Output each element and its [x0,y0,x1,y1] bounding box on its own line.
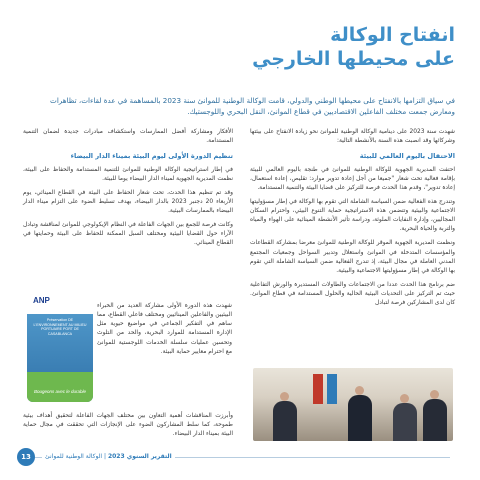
person-figure [393,403,417,441]
paragraph: وتندرج هذه الفعالية ضمن السياسة الشاملة التي تقوم بها الوكالة في إطار مسؤوليتها الاجتماعية والبيئية وتتضمن هذه الاستراتيجية حماية التنوع البيئي، واحترام السكان المجاليين، وإدارة النفايات الملوثة، ودراسة تأثير الأنشطة المينائية على الهواء والمياه والتربة والحياة البحرية. [250,198,455,233]
paragraph: الأفكار ومشاركة أفضل الممارسات واستكشاف مبادرات جديدة لضمان التنمية المستدامة. [23,129,233,145]
page-title [252,24,455,72]
event-photo [253,368,453,441]
footer-report: التقرير السنوي 2023 [107,453,172,460]
title-line-1: انفتاح الوكالة [330,24,455,46]
paragraph: وقد تم تنظيم هذا الحدث، تحت شعار الحفاظ على البيئة في القطاع المينائي، يوم الأربعاء 20 دجنبر 2023 بالدار البيضاء، بهدف تسليط الضوء على التزام ميناء الدار البيضاء بالممارسات البيئية. [23,189,233,215]
poster-tagline: Bougeons avec le durable [33,389,87,394]
section-heading: الاحتفال باليوم العالمي للبيئة [359,152,455,161]
poster-green-band [27,372,93,402]
person-head [430,390,439,399]
person-figure [273,401,297,441]
closing-paragraph [23,412,233,444]
flag-shape [313,374,323,404]
person-head [400,394,409,403]
intro-paragraph: في سياق التزامها بالانفتاح على محيطها الوطني والدولي، قامت الوكالة الوطنية للموانئ سنة 2023 بالمساهمة في عدة لقاءات، تظاهرات ومعارض جمعت مختلف الفاعلين الاقتصاديين في قطاع الموانئ، النقل البحري واللوجستيك. [50,96,455,117]
poster-caption [97,302,232,362]
paragraph: في إطار استراتيجية الوكالة الوطنية للموانئ للتنمية المستدامة والحفاظ على البيئة، نظمت المديرية الجهوية لميناء الدار البيضاء يوما للبيئة. [23,166,233,182]
footer-agency: الوكالة الوطنية للموانئ [45,453,103,460]
paragraph: ونظمت المديرية الجهوية الموقر للوكالة الوطنية للموانئ معرضا بمشاركة القطاعات والمؤسسات المتدخلة في الموانئ واستغلال وتدبير السواحل وجمعيات المجتمع المدني العاملة في مجال البيئة، إذ تندرج الفعالية ضمن السياسة الشاملة التي تقوم بها الوكالة في إطار مسؤوليتها الاجتماعية والبيئية. [250,240,455,274]
anp-logo: ANP [33,296,50,305]
paragraph: شهدت هذه الدورة الأولى مشاركة العديد من الخبراء البيئيين والفاعلين المينائيين ومختلف فاعلي القطاع، مما ساهم في التفكير الجماعي في مواضيع حيوية مثل الإدارة المستدامة للموارد البحرية، والحد من التلوث وتحسين عمليات سلسلة الخدمات اللوجستية للموانئ مع احترام معايير حماية البيئة. [97,303,232,355]
page-number: 13 [17,448,35,466]
person-head [355,386,364,395]
person-figure [423,399,447,441]
flag-shape [327,374,337,404]
person-head [280,392,289,401]
section-heading: تنظيم الدورة الأولى ليوم البيئة بميناء الدار البيضاء [70,152,233,161]
poster-text: Préservation DE L'ENVIRONNEMENT AU MILIEU PORTUAIRE PORT DE CASABLANCA [33,318,87,337]
page-footer [0,448,480,468]
left-column [23,128,233,254]
paragraph: وأبرزت المناقشات أهمية التعاون بين مختلف الجهات الفاعلة لتحقيق أهداف بيئية طموحة، كما سلط المشاركون الضوء على الإنجازات التي تحققت في مجال حماية البيئة بميناء الدار البيضاء. [23,413,233,438]
footer-text [42,453,175,460]
title-line-2: على محيطها الخارجي [252,47,455,70]
paragraph: شهدت سنة 2023 على دينامية الوكالة الوطنية للموانئ نحو زيادة الانفتاح على بيئتها وشركائها وقد انصبت هذه السنة بالأنشطة التالية: [250,129,455,145]
paragraph: وكانت فرصة للجمع بين الجهات الفاعلة في النظام الإيكولوجي للموانئ لمناقشة وتبادل الآراء حول القضايا البيئية ومختلف السبل الممكنة للحفاظ على البيئة وحمايتها في القطاع المينائي. [23,222,233,247]
event-poster-image [27,292,93,402]
footer-separator: | [102,453,107,460]
person-figure [348,395,372,441]
right-column [250,128,455,313]
paragraph: ضم برنامج هذا الحدث عددا من الاجتماعات والطاولات المستديرة والورش التفاعلية حيث تم التركيز على التحديات البيئية الحالية والحلول المستدامة في قطاع الموانئ. كان لدى المشاركين فرصة لتبادل [250,282,455,307]
paragraph: احتفت المديرية الجهوية للوكالة الوطنية للموانئ في طنجة باليوم العالمي للبيئة بإقامة فعالية تحت شعار "جميعا من أجل إعادة تدوير موارد: تقليص، إعادة استعمال، إعادة تدوير"، وقدم هذا الحدث فرصة للتركيز على قضايا البيئة والتنمية المستدامة. [250,166,455,191]
